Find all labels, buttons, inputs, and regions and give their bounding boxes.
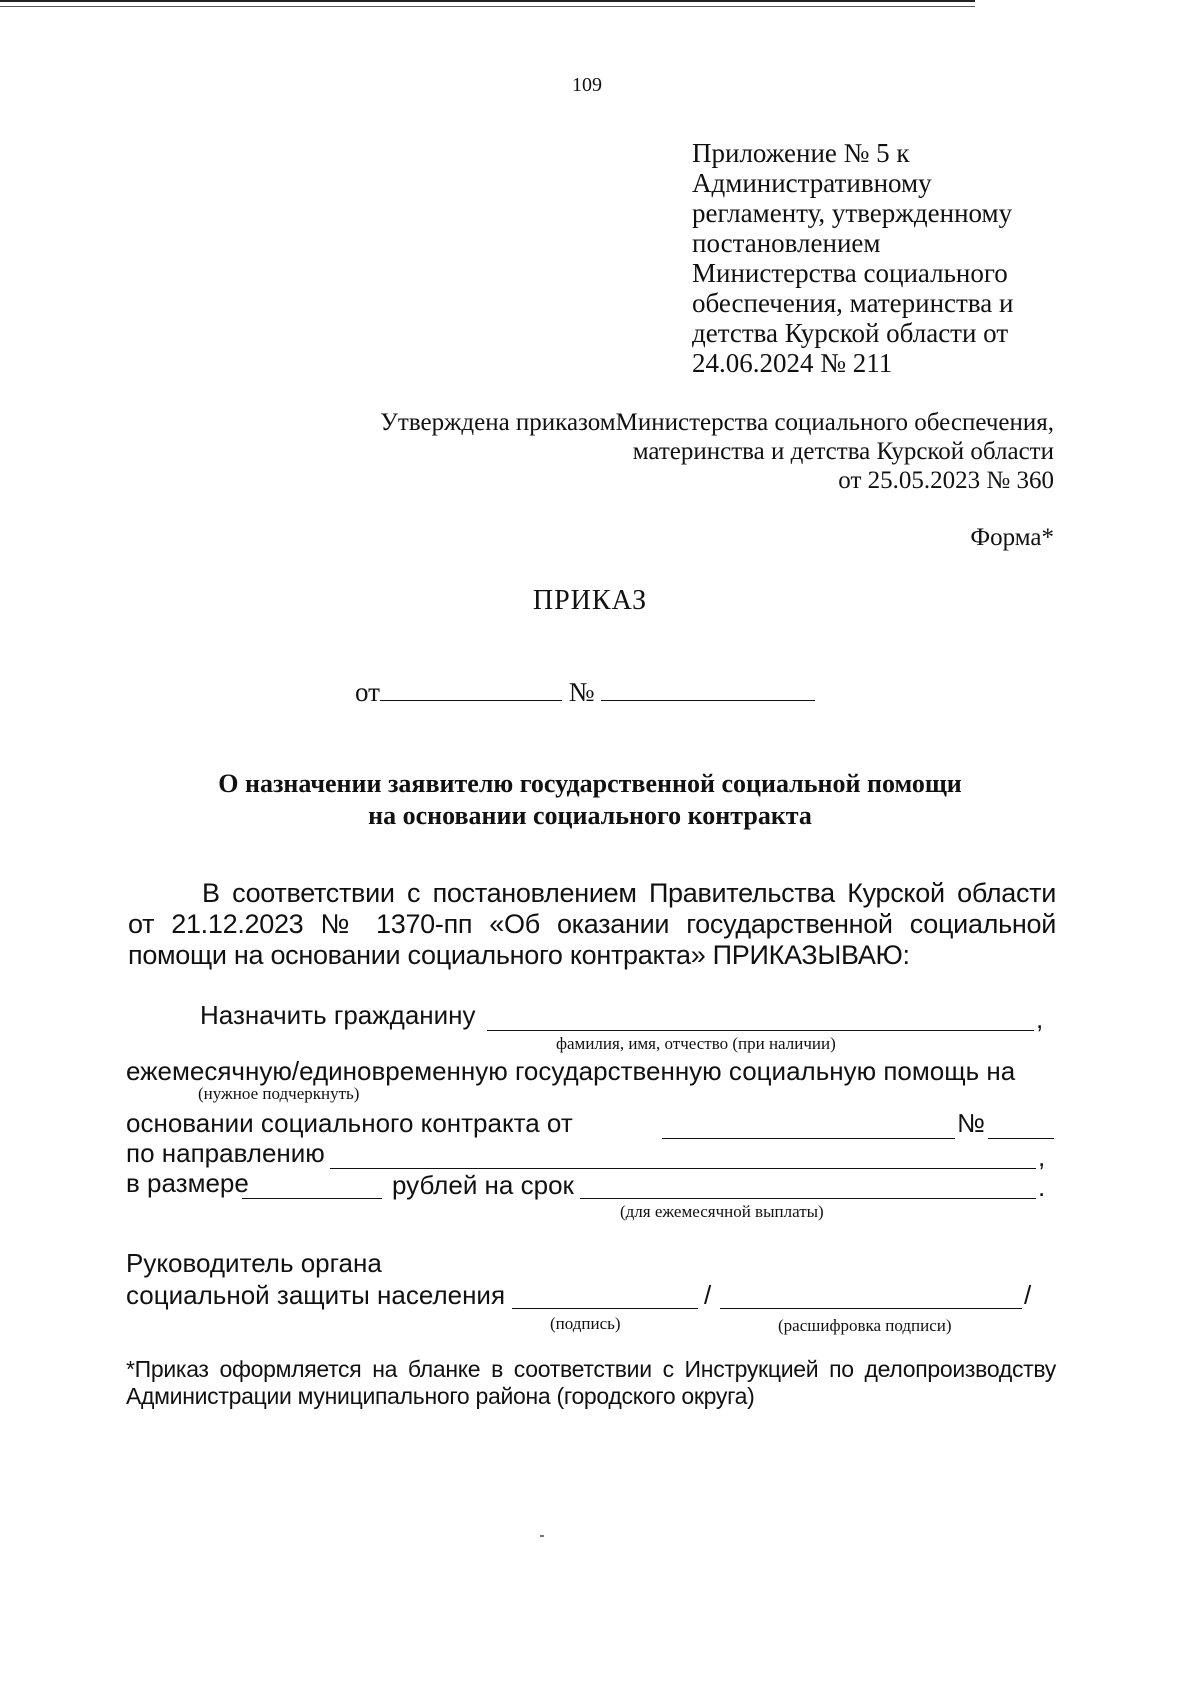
direction-field[interactable]	[330, 1168, 1036, 1169]
title-line: на основании социального контракта	[368, 801, 812, 830]
direction-comma: ,	[1038, 1142, 1046, 1172]
appendix-line: регламенту, утвержденному	[692, 198, 1013, 228]
appendix-line: обеспечения, материнства и	[692, 288, 1014, 318]
signature-caption: (подпись)	[550, 1314, 621, 1333]
assign-label: Назначить гражданину	[200, 1000, 476, 1030]
direction-label: по направлению	[126, 1138, 325, 1168]
appendix-line: 24.06.2024 № 211	[692, 348, 893, 378]
top-border-line	[0, 0, 975, 2]
top-border-line-secondary	[0, 6, 975, 7]
approval-line: Утверждена приказомМинистерства социального обеспечения,	[380, 409, 1054, 436]
order-heading: ПРИКАЗ	[532, 585, 648, 616]
aid-type-text: ежемесячную/единовременную государственную социальную помощь на	[126, 1056, 1016, 1086]
signature-field[interactable]	[512, 1308, 698, 1309]
amount-field[interactable]	[242, 1198, 382, 1199]
order-date-field[interactable]	[380, 678, 562, 701]
order-date-prefix: от	[355, 677, 380, 707]
amount-label: в размере	[126, 1168, 249, 1198]
citizen-name-field[interactable]	[487, 1030, 1034, 1031]
form-label: Форма*	[970, 524, 1054, 551]
document-title	[0, 768, 1180, 832]
appendix-line: постановлением	[692, 228, 881, 258]
signature-slash: /	[704, 1280, 712, 1310]
appendix-line: Министерства социального	[692, 258, 1008, 288]
order-number-field[interactable]	[601, 678, 815, 701]
order-number-prefix: №	[568, 677, 595, 707]
signature-title-line1: Руководитель органа	[126, 1248, 382, 1278]
order-date-number-row	[355, 677, 815, 708]
signature-decode-caption: (расшифровка подписи)	[778, 1316, 952, 1335]
assign-comma: ,	[1036, 1004, 1044, 1034]
appendix-line: Приложение № 5 к	[692, 138, 910, 168]
amount-period: .	[1038, 1172, 1046, 1202]
appendix-line: Административному	[692, 168, 932, 198]
signature-title-line2: социальной защиты населения	[126, 1280, 506, 1310]
basis-label: основании социального контракта от	[126, 1108, 573, 1138]
approval-block	[380, 408, 1054, 495]
appendix-block	[692, 138, 1013, 378]
title-line: О назначении заявителю государственной социальной помощи	[218, 769, 962, 798]
term-field[interactable]	[580, 1198, 1036, 1199]
appendix-line: детства Курской области от	[692, 318, 1009, 348]
contract-date-field[interactable]	[662, 1138, 955, 1139]
approval-line: от 25.05.2023 № 360	[838, 467, 1054, 494]
approval-line: материнства и детства Курской области	[632, 438, 1054, 465]
preamble-paragraph: В соответствии с постановлением Правительства Курской области от 21.12.2023 № 1370-пп «Об оказании государственной социальной помощи на основании социального контракта» ПРИКАЗЫВАЮ:	[128, 878, 1056, 970]
contract-number-field[interactable]	[988, 1138, 1054, 1139]
footnote: *Приказ оформляется на бланке в соответствии с Инструкцией по делопроизводству Администрации муниципального района (городского округа)	[126, 1356, 1056, 1409]
rubles-term-label: рублей на срок	[392, 1170, 574, 1200]
scan-speck	[540, 1535, 544, 1537]
page-number: 109	[572, 74, 602, 96]
underline-hint: (нужное подчеркнуть)	[198, 1084, 360, 1103]
signature-decode-field[interactable]	[720, 1308, 1022, 1309]
signature-slash-end: /	[1024, 1280, 1032, 1310]
monthly-caption: (для ежемесячной выплаты)	[620, 1202, 824, 1221]
contract-number-label: №	[957, 1108, 985, 1138]
fio-caption: фамилия, имя, отчество (при наличии)	[556, 1034, 836, 1053]
